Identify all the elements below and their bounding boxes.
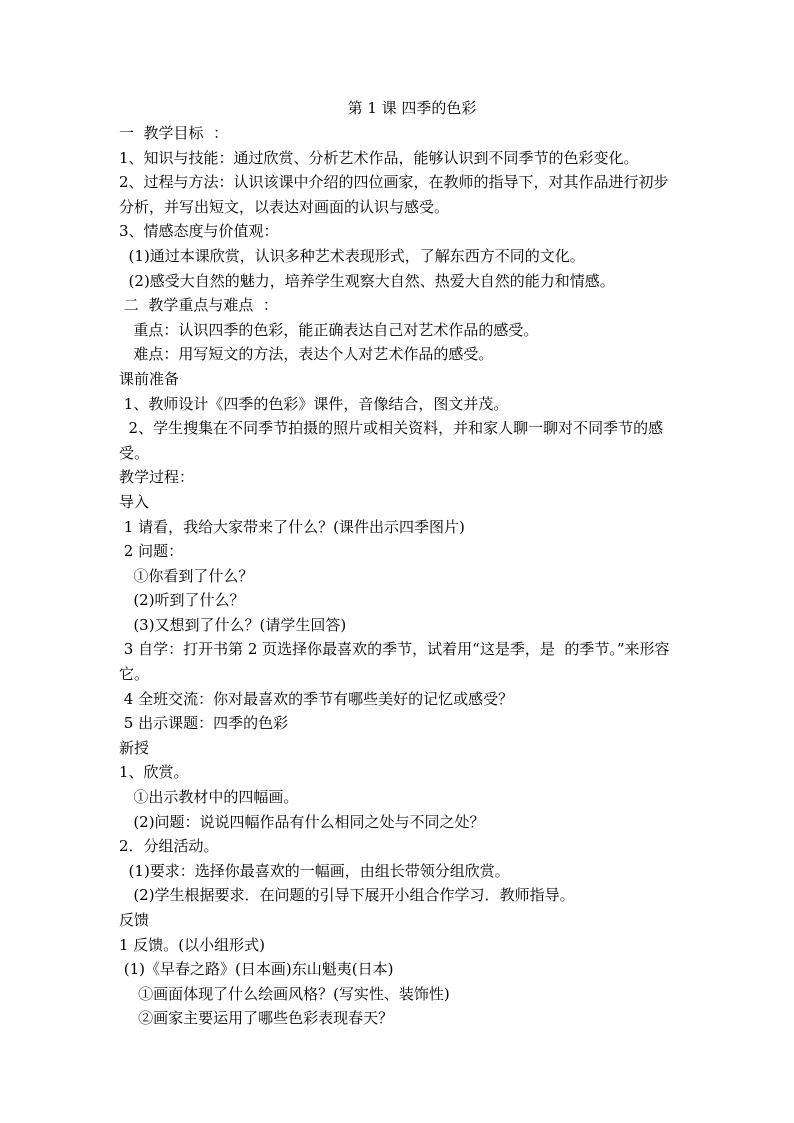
goal-emotion-item-1: (1)通过本课欣赏，认识多种艺术表现形式，了解东西方不同的文化。 [119,246,585,265]
section-preparation-heading: 课前准备 [119,369,180,388]
feedback-artwork-1-question-1: ①画面体现了什么绘画风格？(写实性、装饰性) [119,984,450,1003]
subsection-feedback-heading: 反馈 [119,911,150,929]
lesson-title: 第 1 课 四季的色彩 [347,99,477,117]
new-lesson-item-2: 2．分组活动。 [119,837,219,856]
feedback-artwork-1-question-2: ②画家主要运用了哪些色彩表现春天？ [119,1009,394,1028]
subsection-new-lesson-heading: 新授 [119,738,150,757]
difficult-point: 难点：用写短文的方法，表达个人对艺术作品的感受。 [119,345,494,364]
goal-emotion-item-2: (2)感受大自然的魅力，培养学生观察大自然、热爱大自然的能力和情感。 [119,271,615,290]
section-teaching-goals-heading: 一 教学目标 ： [119,124,229,142]
introduction-item-1: 1 请看，我给大家带来了什么？(课件出示四季图片) [119,517,465,536]
introduction-item-3: 3 自学：打开书第 2 页选择你最喜欢的季节，试着用“这是季，是 的季节。”来形容它。 [119,640,670,684]
feedback-artwork-1: (1)《早春之路》(日本画)东山魁夷(日本) [119,960,394,979]
new-lesson-item-1-sub-1: ①出示教材中的四幅画。 [119,788,299,807]
question-item-2: (2)听到了什么？ [119,591,245,610]
section-teaching-process-heading: 教学过程： [119,468,195,487]
preparation-item-2: 2、学生搜集在不同季节拍摄的照片或相关资料，并和家人聊一聊对不同季节的感受。 [119,419,664,462]
new-lesson-item-2-sub-2: (2)学生根据要求．在问题的引导下展开小组合作学习．教师指导。 [119,886,575,905]
section-key-difficult-points-heading: 二 教学重点与难点 ： [119,296,278,315]
new-lesson-item-1-sub-2: (2)问题：说说四幅作品有什么相同之处与不同之处？ [119,812,485,831]
document-body [119,96,681,1031]
feedback-item-1: 1 反馈。(以小组形式) [119,935,266,954]
preparation-item-1: 1、教师设计《四季的色彩》课件，音像结合，图文并茂。 [119,394,509,413]
subsection-introduction-heading: 导入 [119,492,150,511]
question-item-1: ①你看到了什么？ [119,566,254,585]
introduction-item-4: 4 全班交流：你对最喜欢的季节有哪些美好的记忆或感受？ [119,689,514,708]
key-point: 重点：认识四季的色彩，能正确表达自己对艺术作品的感受。 [119,320,539,339]
goal-emotion-values-heading: 3、情感态度与价值观： [119,222,279,241]
goal-knowledge-skills: 1、知识与技能：通过欣赏、分析艺术作品，能够认识到不同季节的色彩变化。 [119,148,639,167]
new-lesson-item-2-sub-1: (1)要求：选择你最喜欢的一幅画，由组长带领分组欣赏。 [119,861,510,880]
introduction-item-5: 5 出示课题：四季的色彩 [119,714,289,733]
question-item-3: (3)又想到了什么？(请学生回答) [119,615,347,634]
introduction-item-2: 2 问题： [119,542,184,561]
goal-process-methods: 2、过程与方法：认识该课中介绍的四位画家，在教师的指导下，对其作品进行初步分析，并写出短文，以表达对画面的认识与感受。 [119,173,669,216]
new-lesson-item-1: 1、欣赏。 [119,763,189,782]
